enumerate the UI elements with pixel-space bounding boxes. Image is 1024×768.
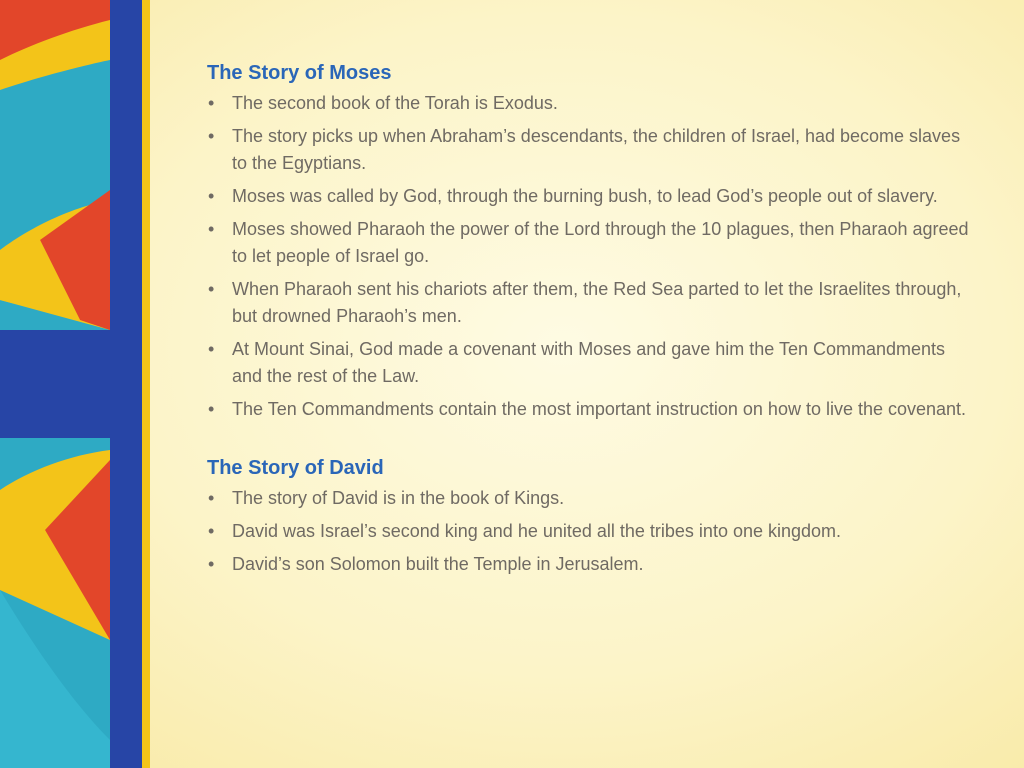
section-heading-david: The Story of David [207,457,384,479]
list-item: • David’s son Solomon built the Temple in Jerusalem. [207,551,977,578]
list-item: • At Mount Sinai, God made a covenant with Moses and gave him the Ten Commandments and the rest of the Law. [207,336,977,390]
list-item: • Moses was called by God, through the burning bush, to lead God’s people out of slavery. [207,183,977,210]
list-item: • The second book of the Torah is Exodus. [207,90,977,117]
list-item: • The story of David is in the book of Kings. [207,485,977,512]
list-item: • The Ten Commandments contain the most important instruction on how to live the covenant. [207,396,977,423]
decorative-side-panel [0,0,150,768]
moses-bullet-list [207,90,977,423]
list-item: • When Pharaoh sent his chariots after them, the Red Sea parted to let the Israelites through, but drowned Pharaoh’s men. [207,276,977,330]
section-heading-moses: The Story of Moses [207,62,392,84]
list-item: • Moses showed Pharaoh the power of the Lord through the 10 plagues, then Pharaoh agreed to let people of Israel go. [207,216,977,270]
list-item: • The story picks up when Abraham’s descendants, the children of Israel, had become slaves to the Egyptians. [207,123,977,177]
slide-content [207,58,977,584]
list-item: • David was Israel’s second king and he united all the tribes into one kingdom. [207,518,977,545]
david-bullet-list [207,485,977,578]
